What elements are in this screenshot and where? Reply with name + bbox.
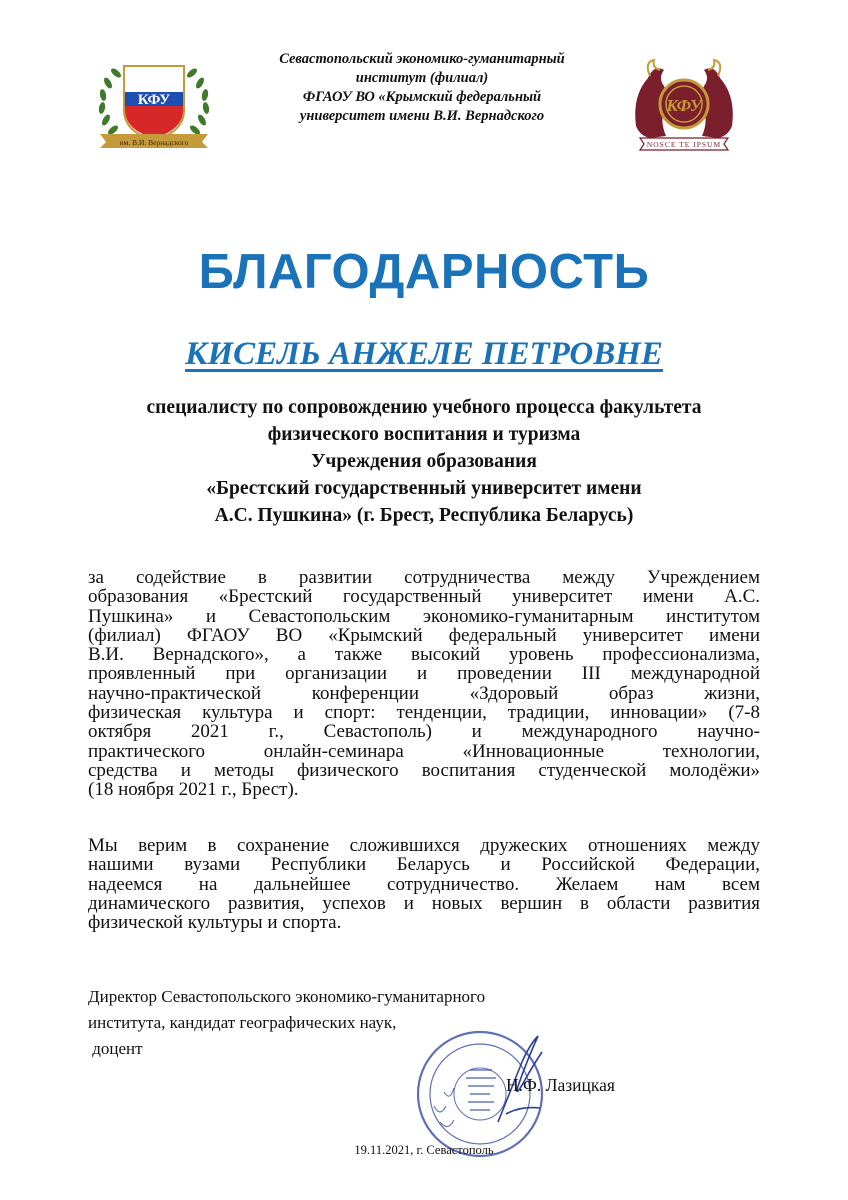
paragraph-line: за содействие в развитии сотрудничества между Учреждением: [88, 568, 760, 588]
signer-title-line: Директор Севастопольского экономико-гуманитарного: [88, 987, 486, 1006]
paragraph-line: (18 ноября 2021 г., Брест).: [88, 780, 299, 800]
signer-name: Н.Ф. Лазицкая: [506, 1075, 615, 1095]
paragraph-line: динамического развития, успехов и новых вершин в области развития: [88, 893, 760, 914]
recipient-position: [60, 394, 788, 529]
paragraph-line: образования «Брестский государственный университет имени А.С.: [88, 587, 760, 607]
paragraph-line: Пушкина» и Севастопольским экономико-гуманитарным институтом: [88, 606, 760, 626]
position-line: специалисту по сопровождению учебного процесса факультета: [146, 397, 702, 418]
position-line: физического воспитания и туризма: [267, 424, 581, 445]
paragraph-line: средства и методы физического воспитания студенческой молодёжи»: [88, 760, 760, 781]
recipient-name: КИСЕЛЬ АНЖЕЛЕ ПЕТРОВНЕ: [185, 336, 663, 372]
logo-right-motto: NOSCE TE IPSUM: [646, 140, 722, 149]
wishes-paragraph: [88, 836, 760, 932]
header-line: университет имени В.И. Вернадского: [299, 108, 545, 124]
paragraph-line: октября 2021 г., Севастополь) и международного научно-: [88, 722, 760, 742]
institution-header: [222, 50, 622, 126]
header-line: ФГАОУ ВО «Крымский федеральный: [302, 89, 542, 105]
header-line: институт (филиал): [355, 70, 489, 86]
kfu-griffin-crest-logo: [630, 56, 738, 152]
position-line: «Брестский государственный университет имени: [206, 478, 642, 499]
paragraph-line: В.И. Вернадского», а также высокий уровень профессионализма,: [88, 645, 760, 665]
signer-title-line: института, кандидат географических наук,: [88, 1013, 397, 1032]
paragraph-line: Мы верим в сохранение сложившихся дружеских отношениях между: [88, 836, 760, 856]
paragraph-line: проявленный при организации и проведении III международной: [88, 664, 760, 684]
paragraph-line: физическая культура и спорт: тенденции, традиции, инновации» (7-8: [88, 703, 760, 723]
logo-left-ribbon: им. В.И. Вернадского: [119, 138, 189, 147]
paragraph-line: физической культуры и спорта.: [88, 913, 342, 933]
position-line: А.С. Пушкина» (г. Брест, Республика Беларусь): [214, 505, 634, 526]
paragraph-line: практического онлайн-семинара «Инновационные технологии,: [88, 741, 760, 761]
paragraph-line: научно-практической конференции «Здоровый образ жизни,: [88, 683, 760, 704]
position-line: Учреждения образования: [311, 451, 537, 472]
signer-title-line: доцент: [88, 1039, 143, 1058]
gratitude-paragraph: [88, 568, 760, 800]
paragraph-line: нашими вузами Республики Беларусь и Российской Федерации,: [88, 855, 760, 875]
paragraph-line: (филиал) ФГАОУ ВО «Крымский федеральный университет имени: [88, 625, 760, 646]
logo-right-monogram: КФУ: [666, 96, 702, 115]
document-title: БЛАГОДАРНОСТЬ: [198, 245, 650, 299]
header-line: Севастопольский экономико-гуманитарный: [279, 51, 565, 67]
kfu-laurel-crest-logo: [92, 58, 216, 150]
logo-left-abbr: КФУ: [137, 92, 171, 108]
date-place: 19.11.2021, г. Севастополь: [354, 1143, 494, 1157]
paragraph-line: надеемся на дальнейшее сотрудничество. Желаем нам всем: [88, 874, 760, 894]
